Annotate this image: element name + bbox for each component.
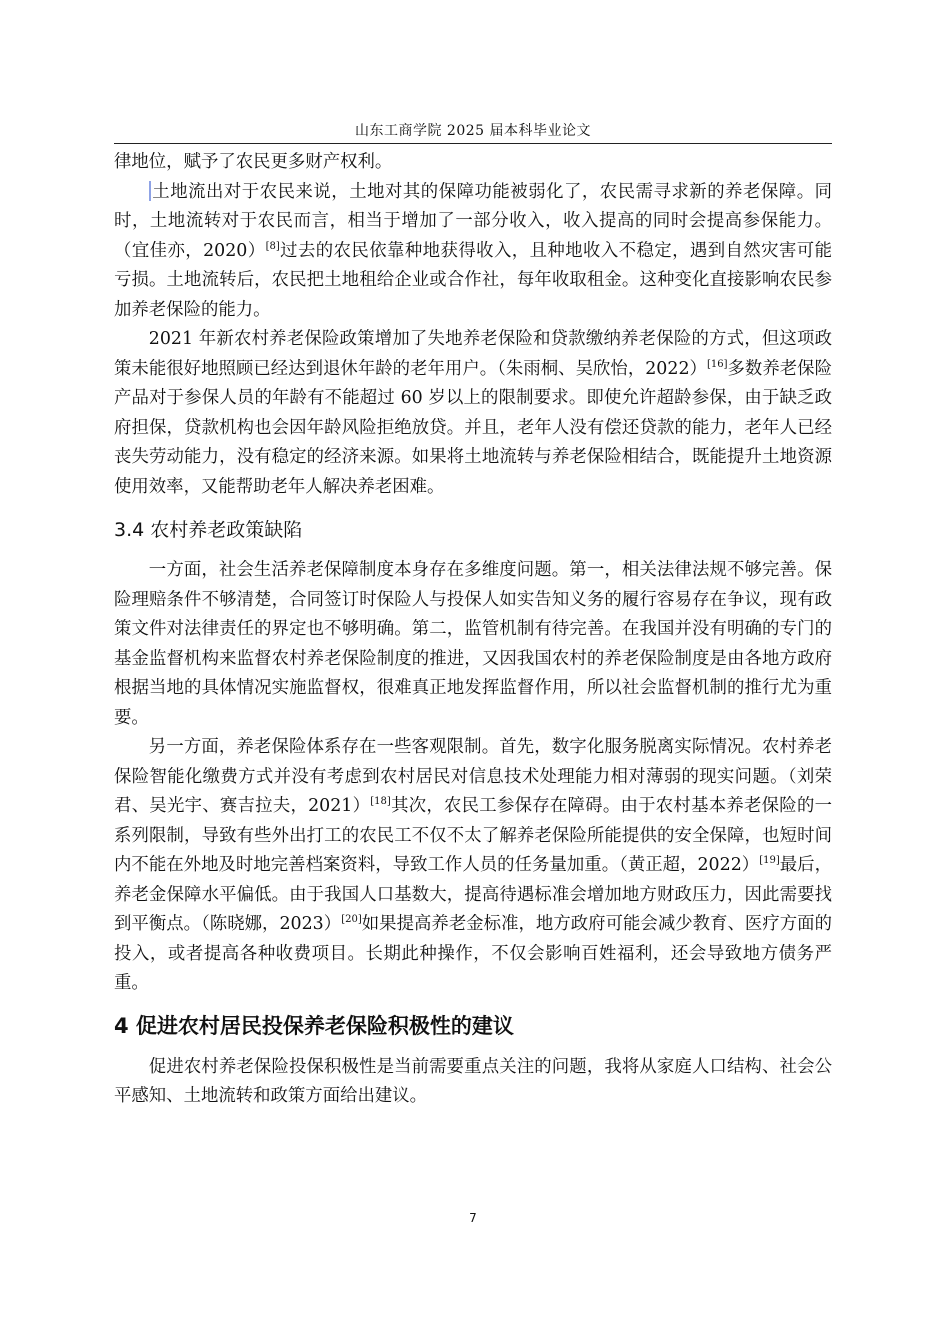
citation: [18] — [370, 796, 391, 807]
paragraph-text: 过去的农民依靠种地获得收入，且种地收入不稳定，遇到自然灾害可能亏损。土地流转后，农民把土地租给企业或合作社，每年收取租金。这种变化直接影响农民参加养老保险的能力。 — [114, 240, 832, 320]
citation: [16] — [706, 358, 728, 370]
paragraph-objective-limits — [114, 733, 832, 999]
page-header: 山东工商学院 2025 届本科毕业论文 — [354, 123, 592, 139]
paragraph-text: 最后，养老金保障水平偏低。由于我国人口基数大，提高待遇标准会增加地方财政压力，因此需要找到平衡点。（陈晓娜，2023） — [114, 855, 832, 934]
header-rule — [114, 143, 832, 144]
citation: [19] — [759, 855, 780, 866]
paragraph-2021-policy — [114, 325, 832, 502]
section-heading-3-4: 3.4 农村养老政策缺陷 — [114, 519, 303, 541]
paragraph-text: 2021 年新农村养老保险政策增加了失地养老保险和贷款缴纳养老保险的方式，但这项政策未能很好地照顾已经达到退休年龄的老年用户。（朱雨桐、吴欣怡，2022） — [114, 329, 832, 379]
paragraph-system-issues: 一方面，社会生活养老保障制度本身存在多维度问题。第一，相关法律法规不够完善。保险理赔条件不够清楚，合同签订时保险人与投保人如实告知义务的履行容易存在争议，现有政策文件对法律责任的界定也不够明确。第二，监管机制有待完善。在我国并没有明确的专门的基金监督机构来监督农村养老保险制度的推进，又因我国农村的养老保险制度是由各地方政府根据当地的具体情况实施监督权，很难真正地发挥监督作用，所以社会监督机制的推行尤为重要。 — [114, 560, 832, 728]
citation: [8] — [265, 240, 280, 252]
paragraph-chapter-intro: 促进农村养老保险投保积极性是当前需要重点关注的问题，我将从家庭人口结构、社会公平感知、土地流转和政策方面给出建议。 — [114, 1056, 832, 1106]
paragraph-text: 其次，农民工参保存在障碍。由于农村基本养老保险的一系列限制，导致有些外出打工的农民工不仅不太了解养老保险所能提供的安全保障，也短时间内不能在外地及时地完善档案资料，导致工作人员的任务量加重。（黄正超，2022） — [114, 796, 832, 875]
paragraph-text: 如果提高养老金标准，地方政府可能会减少教育、医疗方面的投入，或者提高各种收费项目。长期此种操作，不仅会影响百姓福利，还会导致地方债务严重。 — [114, 914, 832, 993]
paragraph-continuation: 律地位，赋予了农民更多财产权利。 — [114, 152, 393, 172]
text-cursor — [149, 181, 151, 201]
citation: [20] — [341, 914, 362, 925]
paragraph-text: 另一方面，养老保险体系存在一些客观限制。首先，数字化服务脱离实际情况。农村养老保险智能化缴费方式并没有考虑到农村居民对信息技术处理能力相对薄弱的现实问题。（刘荣君、吴光宇、赛吉拉夫，2021） — [114, 737, 832, 816]
page-number: 7 — [469, 1211, 477, 1225]
chapter-heading-4: 4 促进农村居民投保养老保险积极性的建议 — [114, 1013, 514, 1038]
document-body — [114, 148, 832, 1112]
paragraph-text: 多数养老保险产品对于参保人员的年龄有不能超过 60 岁以上的限制要求。即使允许超龄参保，由于缺乏政府担保，贷款机构也会因年龄风险拒绝放贷。并且，老年人没有偿还贷款的能力，老年人已经丧失劳动能力，没有稳定的经济来源。如果将土地流转与养老保险相结合，既能提升土地资源使用效率，又能帮助老年人解决养老困难。 — [114, 358, 832, 497]
paragraph-land-transfer — [114, 178, 832, 326]
paragraph-text: 土地流出对于农民来说，土地对其的保障功能被弱化了，农民需寻求新的养老保障。同时，土地流转对于农民而言，相当于增加了一部分收入，收入提高的同时会提高参保能力。（宜佳亦，2020） — [114, 181, 832, 261]
